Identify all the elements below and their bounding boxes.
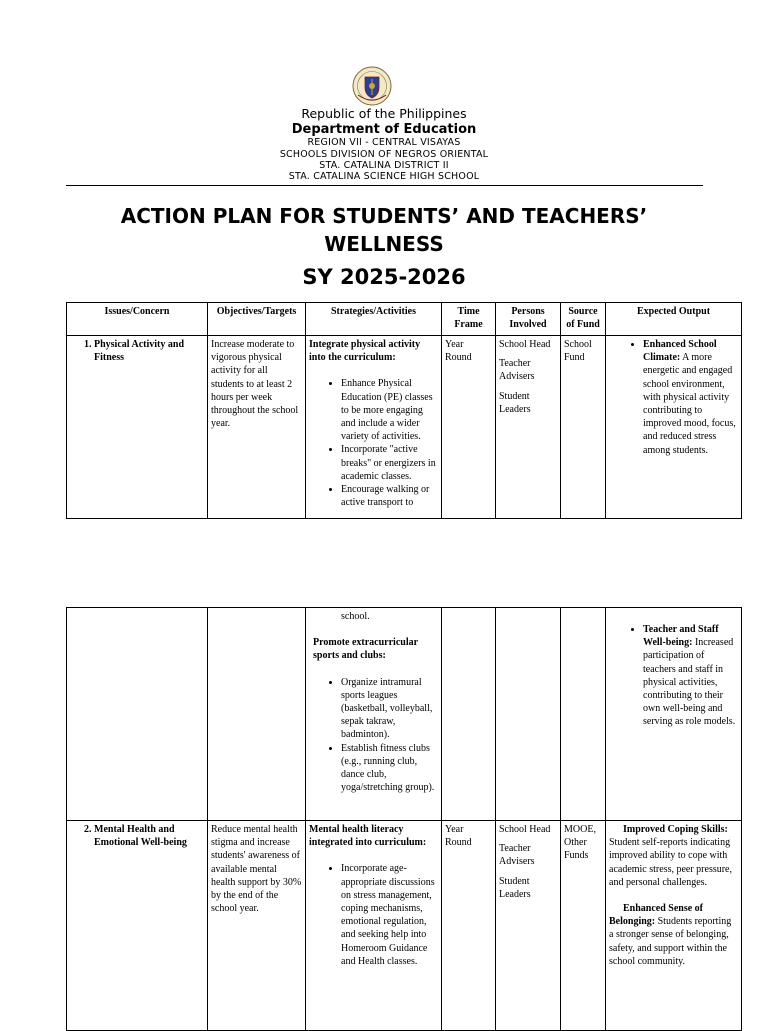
header-issues: Issues/Concern [67,303,208,336]
output-item [609,823,738,889]
output-title: Enhanced Sense of Belonging: [609,903,704,928]
source-cell: MOOE, Other Funds [561,821,606,1031]
output-title: Improved Coping Skills: [623,824,728,835]
output-cell [606,821,742,1031]
issue-mental-health: 2. Mental Health and Emotional Well-being [94,823,204,849]
strategy-continued: school. [341,611,370,622]
header-source: Source of Fund [561,303,606,336]
action-plan-table-part2 [66,607,742,1031]
issue-cell [67,821,208,1031]
person-item: Student Leaders [499,875,531,900]
strategy-item: • Incorporate age-appropriate discussions on stress management, coping mechanisms, emotional regulation, and seeking help into Homeroom Guidance and Health classes. [341,862,438,968]
persons-cell [496,821,561,1031]
objective-cell: Reduce mental health stigma and increase students' awareness of available mental health support by 30% by the end of the school year. [208,821,306,1031]
strategy-cell [306,821,442,1031]
output-title: Teacher and Staff Well-being: [643,624,719,649]
document-title-line1: ACTION PLAN FOR STUDENTS’ AND TEACHERS’ [120,204,648,228]
output-item [643,338,738,457]
output-item [643,623,738,729]
deped-seal-logo [352,65,392,107]
action-plan-table-part1 [66,302,742,519]
header-divider [66,185,703,186]
source-cell: School Fund [561,336,606,519]
person-item: Student Leaders [499,390,531,415]
document-title-year: SY 2025-2026 [302,265,466,289]
strategy-item: • Incorporate "active breaks" or energizers in academic classes. [341,443,438,483]
header-school: STA. CATALINA SCIENCE HIGH SCHOOL [288,171,480,182]
strategy-title: Integrate physical activity into the curriculum: [309,339,421,364]
table-header-row [67,303,742,336]
objective-cell [208,608,306,821]
output-text: A more energetic and engaged school environment, with physical activity contributing to improved mood, focus, and reduced stress among students. [643,352,736,456]
strategy-item: • Organize intramural sports leagues (basketball, volleyball, sepak takraw, badminton). [341,676,438,742]
header-persons: Persons Involved [496,303,561,336]
time-frame-cell: Year Round [442,336,496,519]
header-department: Department of Education [291,122,477,137]
output-cell [606,336,742,519]
person-item: School Head [499,339,551,350]
header-republic: Republic of the Philippines [301,106,467,121]
table-row [67,608,742,821]
issue-cell [67,336,208,519]
time-frame-cell: Year Round [442,821,496,1031]
issue-physical-activity: 1. Physical Activity and Fitness [94,338,204,364]
issue-cell [67,608,208,821]
persons-cell [496,608,561,821]
strategy-title: Promote extracurricular sports and clubs: [313,637,418,662]
person-item: Teacher Advisers [499,358,535,383]
strategy-title: Mental health literacy integrated into curriculum: [309,824,427,849]
strategy-item: • Enhance Physical Education (PE) classes to be more engaging and include a wider variety of activities. [341,377,438,443]
time-frame-cell [442,608,496,821]
strategy-cell [306,336,442,519]
person-item: Teacher Advisers [499,843,535,868]
persons-cell [496,336,561,519]
objective-cell: Increase moderate to vigorous physical activity for all students to at least 2 hours per week throughout the school year. [208,336,306,519]
table-row [67,336,742,519]
output-item [609,902,738,968]
header-output: Expected Output [606,303,742,336]
table-row [67,821,742,1031]
strategy-item: • Establish fitness clubs (e.g., running club, dance club, yoga/stretching group). [341,742,438,795]
header-time-frame: Time Frame [442,303,496,336]
output-text: Students reporting a stronger sense of belonging, safety, and support within the school community. [609,916,732,967]
header-objectives: Objectives/Targets [208,303,306,336]
strategy-item: • Encourage walking or active transport to [341,483,438,509]
strategy-cell [306,608,442,821]
header-district: STA. CATALINA DISTRICT II [319,160,449,171]
output-text: Student self-reports indicating improved ability to cope with academic stress, peer pressure, and personal challenges. [609,837,732,888]
header-region: REGION VII - CENTRAL VISAYAS [307,137,461,148]
output-cell [606,608,742,821]
output-text: Increased participation of teachers and staff in physical activities, contributing to their own well-being and serving as role models. [643,637,736,728]
source-cell [561,608,606,821]
header-strategies: Strategies/Activities [306,303,442,336]
output-title: Enhanced School Climate: [643,339,717,364]
document-title-line2: WELLNESS [324,232,444,256]
person-item: School Head [499,824,551,835]
header-division: SCHOOLS DIVISION OF NEGROS ORIENTAL [279,149,489,160]
